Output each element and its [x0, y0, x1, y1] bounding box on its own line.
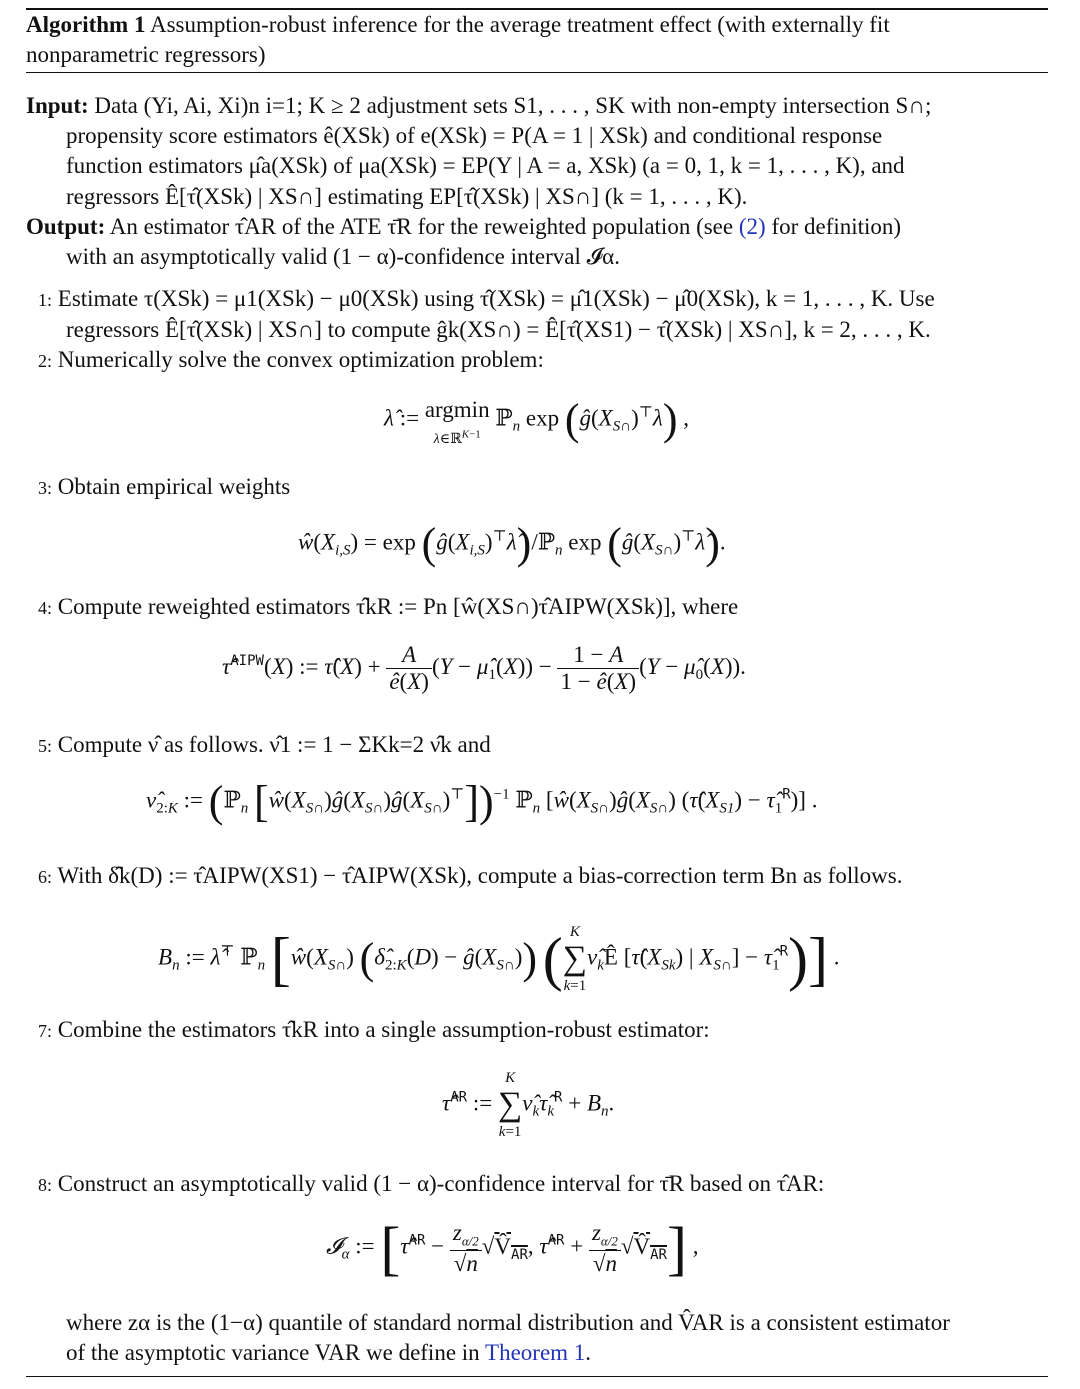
step-number: 5:: [38, 736, 53, 756]
step-1-cont: regressors Ê[τ̂(XSk) | XS∩] to compute ĝk(XS∩) = Ê[τ̂(XS1) − τ̂(XSk) | XS∩], k = 2, . . . , K.: [66, 317, 931, 342]
algorithm-title-2: nonparametric regressors): [26, 42, 266, 67]
input-text-1: Data (Yi, Ai, Xi)n i=1; K ≥ 2 adjustment sets S1, . . . , SK with non-empty intersection S∩;: [94, 93, 932, 118]
equation-aipw: τ̂$^{AIPW}$(X) := τ̂(X) + $\frac{A}{ê(X)}$ $(Y - \mû_1(X))$ − $\frac{1 - A}{1 - ê(X)}$ $(Y - \mû_0(X))$.: [222, 642, 746, 694]
input-line-3: function estimators μ̂a(XSk) of μa(XSk) = EP(Y | A = a, XSk) (a = 0, 1, k = 1, . . . , K), and: [66, 153, 905, 178]
step-number: 4:: [38, 598, 53, 618]
algorithm-header: [26, 10, 890, 40]
step-text: Construct an asymptotically valid (1 − α)-confidence interval for τ̄R based on τ̂AR:: [57, 1171, 825, 1196]
output-label: Output:: [26, 214, 106, 239]
footer-text-2a: of the asymptotic variance VAR we define in: [66, 1340, 480, 1365]
step-number: 8:: [38, 1175, 53, 1195]
step-text: Obtain empirical weights: [57, 474, 291, 499]
input-line-1: [26, 91, 931, 121]
equation-nu: $\nû_{2:K}$ := (ℙ$_n$ $[ŵ(X_{S\cap})ĝ(X_{S\cap})ĝ(X_{S\cap})^⊤])^{-1}$ ℙ$_n$ [$ŵ(X_{S\cap})ĝ(X_{S\cap})$ ($\taû(X_{S1})$ − $\taû_1^R$)] .: [146, 777, 818, 826]
step-text: Combine the estimators τ̂kR into a single assumption-robust estimator:: [57, 1017, 710, 1042]
step-text: Estimate τ(XSk) = μ1(XSk) − μ0(XSk) using τ̂(XSk) = μ̂1(XSk) − μ̂0(XSk), k = 1, . . . , K. Use: [57, 286, 935, 311]
step-number: 3:: [38, 478, 53, 498]
equation-ci: 𝓘$_\alpha$ := [τ̂$^{AR}$ − $\frac{z_{\alpha/2}}{√n}$ $√V̂_{AR}$, τ̂$^{AR}$ + $\frac{z_{\alpha/2}}{√n}$ $√V̂_{AR}$] ,: [326, 1215, 699, 1282]
footer-line-1: where zα is the (1−α) quantile of standard normal distribution and V̂AR is a consistent estimator: [66, 1310, 950, 1335]
step-number: 7:: [38, 1021, 53, 1041]
step-number: 2:: [38, 351, 53, 371]
step-8: [38, 1169, 824, 1200]
step-text: Numerically solve the convex optimization problem:: [57, 347, 544, 372]
algorithm-label: Algorithm 1: [26, 12, 146, 37]
step-text: Compute ν̂ as follows. ν̂1 := 1 − ΣKk=2 ν̂k and: [57, 732, 491, 757]
input-line-4: regressors Ê[τ̂(XSk) | XS∩] estimating EP[τ̂(XSk) | XS∩] (k = 1, . . . , K).: [66, 184, 748, 209]
equation-ar: τ̂$^{AR}$ := K ∑ k=1 $\nû_k\taû_k^R + B_n$.: [442, 1070, 615, 1140]
step-number: 1:: [38, 290, 53, 310]
output-text-1a: An estimator τ̂AR of the ATE τ̄R for the reweighted population (see: [109, 214, 734, 239]
step-text: With δ̂k(D) := τ̂AIPW(XS1) − τ̂AIPW(XSk), compute a bias-correction term Bn as follows.: [57, 863, 903, 888]
step-3: [38, 472, 290, 503]
theorem-1-link[interactable]: Theorem 1: [485, 1340, 586, 1365]
output-line-1: [26, 212, 901, 242]
step-6: [38, 861, 902, 892]
step-1: [38, 284, 935, 315]
input-label: Input:: [26, 93, 89, 118]
step-4: [38, 592, 738, 623]
footer-line-2: [66, 1338, 591, 1368]
equation-weights: $ŵ(X_{i,S}) = \exp$ $(ĝ(X_{i,S})^⊤\lambdâ)/ℙ_n$ $\exp (ĝ(X_{S\cap})^⊤\lambdâ)$.: [298, 519, 726, 568]
step-5: [38, 730, 491, 761]
equation-bias: $B_n$ := λ̂⊤ ℙ$_n$ [$ŵ(X_{S\cap})$ ($\deltâ_{2:K}(D)$ − $ĝ(X_{S\cap})$) ( K ∑ k=1 $\nû_kÊ$ [$\taû(X_{Sk})$ | $X_{S\cap}$] − $\taû_1^R$)] .: [158, 924, 840, 994]
step-text: Compute reweighted estimators τ̂kR := Pn [ŵ(XS∩)τ̂AIPW(XSk)], where: [57, 594, 739, 619]
equation-2-link[interactable]: (2): [738, 214, 766, 239]
output-text-1b: for definition): [771, 214, 902, 239]
footer-text-2b: .: [585, 1340, 592, 1365]
step-number: 6:: [38, 867, 53, 887]
step-2: [38, 345, 544, 376]
header-rule: [26, 72, 1048, 73]
equation-lambda: λ̂ := argmin λ∈ℝ$^{K-1}$ ℙ$_n$ $\exp (ĝ(X_{S\cap})^⊤\lambda)$ ,: [384, 395, 689, 447]
output-line-2: with an asymptotically valid (1 − α)-confidence interval 𝓘α.: [66, 244, 620, 269]
step-7: [38, 1015, 710, 1046]
bottom-rule: [26, 1376, 1048, 1377]
input-line-2: propensity score estimators ê(XSk) of e(XSk) = P(A = 1 | XSk) and conditional response: [66, 123, 883, 148]
algorithm-title-1: Assumption-robust inference for the average treatment effect (with externally fit: [149, 12, 890, 37]
